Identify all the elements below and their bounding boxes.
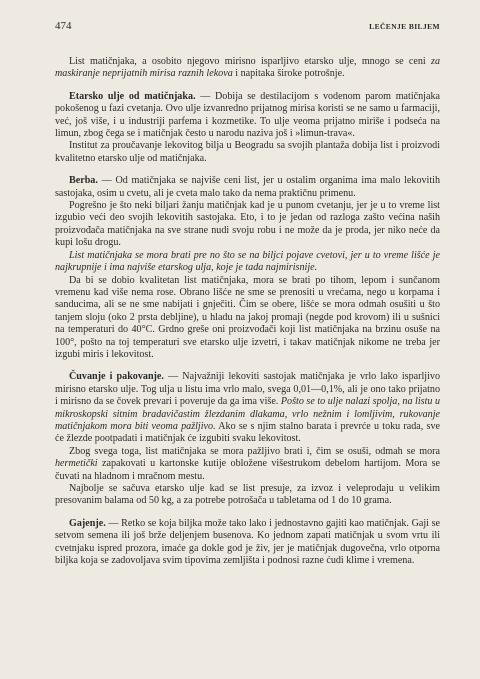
running-title: LEČENJE BILJEM	[369, 22, 440, 31]
section-heading: Berba.	[69, 175, 98, 187]
section-heading: Etarsko ulje od matičnjaka.	[69, 90, 196, 102]
paragraph	[55, 91, 440, 141]
paragraph-text: Institut za proučavanje lekovitog bilja u Beogradu sa svojih plantaža dobija list i proizvodi kvalitetno etarsko ulje od matičnjaka.	[55, 140, 440, 164]
paragraph-text: — Od matičnjaka se najviše ceni list, jer u ostalim organima ima malo lekovitih sastojaka, osim u cvetu, ali je cveta malo tako da nema praktičnu primenu.	[55, 175, 440, 199]
paragraph-text: Pogrešno je što neki biljari žanju matičnjak kad je u punom cvetanju, jer je u to vreme list izgubio veći deo svojih lekovitih sastojaka. Eto, i to je jedan od razloga zašto većina naših proizvođača matičnjaka na sve strane nudi svoju robu i ne može da je proda, jer niko neće da kupi lošu drogu.	[55, 200, 440, 249]
paragraph	[55, 275, 440, 362]
paragraph-text: Ako se s njim stalno barata i prevrće u toku rada, sve će žlezde pootpadati i matičnjak će izgubiti svaku lekovitost.	[55, 420, 440, 445]
page-number: 474	[55, 20, 72, 32]
paragraph	[55, 371, 440, 445]
paragraph	[55, 446, 440, 483]
emphasis-text: Pošto se to ulje nalazi spolja, na listu u mikroskopski sitnim bradavičastim žlezdanim dlakama, vrlo nežnim i lomljivim, rukovanje matičnjakom mora biti veoma pažljivo.	[55, 396, 441, 432]
paragraph	[55, 518, 440, 568]
paragraph-text: — Retko se koja biljka može tako lako i jednostavno gajiti kao matičnjak. Gaji se setvom semena ili još brže deljenjem busenova. Ko jednom zapati matičnjak u svom vrtu ili cvetnjaku ispred prozora, imaće ga dokle god je živ, jer je matičnjak dugovečna, vrlo otporna biljka koja se zadovoljava svim tipovima zemljišta i podnosi razne ćudi klime i vremena.	[55, 517, 440, 567]
paragraph-text: i napitaka široke potrošnje.	[232, 68, 345, 80]
emphasis-text: za maskiranje neprijatnih mirisa raznih lekova	[55, 56, 440, 80]
paragraph-text: zapakovati u kartonske kutije obložene višestrukom debelom hartijom. Mora se čuvati na hladnom i mračnom mestu.	[55, 458, 440, 482]
paragraph-text: — Najvažniji lekoviti sastojak matičnjaka je vrlo lako isparljivo mirisno etarsko ulje. Tog ulja u listu ima vrlo malo, svega 0,01—0,1%, ali je ono tako prijatno i mirisno da se čovek prevari i poveruje da ga ima više.	[55, 371, 441, 408]
paragraph-text: Da bi se dobio kvalitetan list matičnjaka, mora se brati po tihom, lepom i sunčanom vremenu kad više nema rose. Obrano lišće ne sme se prenositi u vrećama, nego u korpama i sanducima, ali se ne sme nabijati i gnječiti. Čim se obere, lišće se mora odmah osušiti u što tanjem sloju (oko 2 prsta debljine), u hladu na jakoj promaji (negde pod krovom) ili u sušnici na temperaturi do 40°C. Grdno greše oni proizvođači koji list matičnjaka na brzinu osuše na 100°, pošto na toj temperaturi sve etarsko ulje izvetri, i takav matičnjak nikome ne treba jer izgubi miris i lekovitost.	[55, 274, 440, 360]
emphasis-text: List matičnjaka se mora brati pre no što se na biljci pojave cvetovi, jer u to vreme lišće je najkrupnije i ima najviše etarskog ulja, koje je tada najmirisnije.	[55, 249, 440, 274]
paragraph	[55, 56, 440, 81]
section-heading: Čuvanje i pakovanje.	[69, 371, 164, 383]
section-heading: Gajenje.	[69, 517, 106, 529]
body-text	[55, 56, 440, 567]
emphasis-text: hermetički	[55, 458, 98, 470]
paragraph-text: List matičnjaka, a osobito njegovo mirisno isparljivo etarsko ulje, mnogo se ceni	[69, 56, 432, 67]
paragraph-text: Zbog svega toga, list matičnjaka se mora pažljivo brati i, čim se osuši, odmah se mora	[69, 445, 440, 457]
paragraph	[55, 483, 440, 508]
running-head	[55, 20, 440, 38]
paragraph-text: — Dobija se destilacijom s vodenom parom matičnjaka pokošenog u fazi cvetanja. Ovo ulje izvanredno prijatnog mirisa koristi se ne samo u farmaciji, već, još više, i u industriji parfema i kozmetike. To ulje veoma prijatno miriše i podseća na limun, zbog čega se i matičnjak često u narodu naziva još i »limun-trava«.	[55, 90, 440, 140]
paragraph	[55, 200, 440, 250]
paragraph	[55, 175, 440, 200]
paragraph-text: Najbolje se sačuva etarsko ulje kad se list presuje, za izvoz i veleprodaju u velikim presovanim balama od 50 kg, a za potrebe potrošača u tabletama od 1 do 10 grama.	[55, 483, 440, 507]
paragraph	[55, 140, 440, 165]
paragraph	[55, 250, 440, 275]
